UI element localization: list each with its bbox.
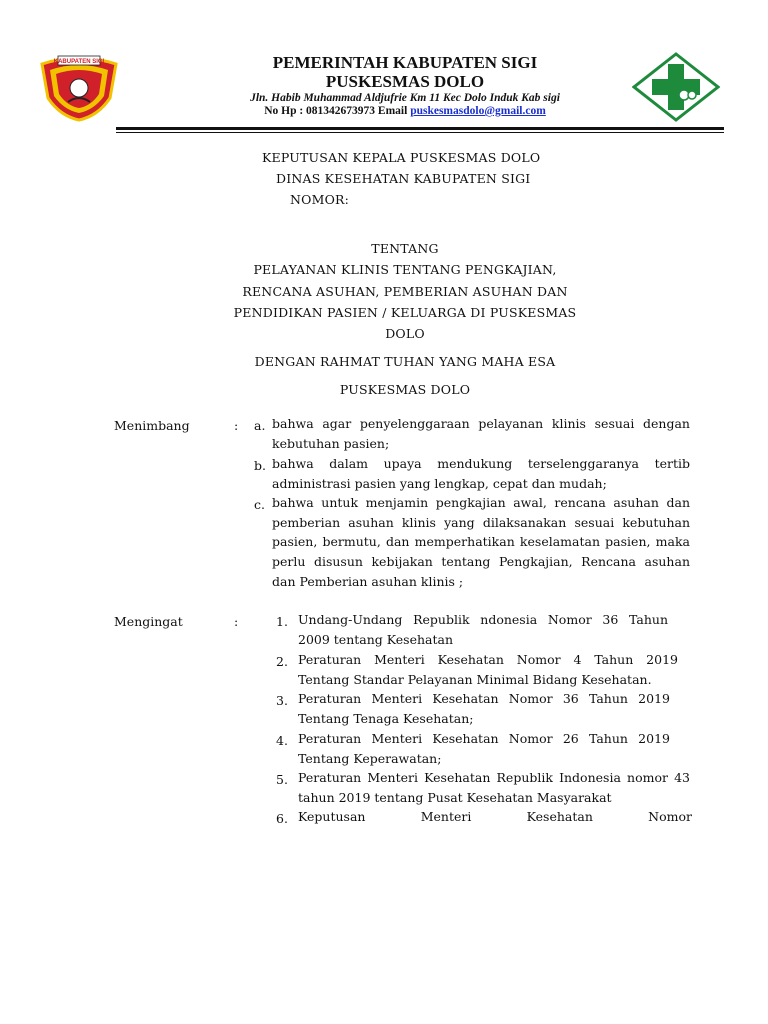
about-line-3: PENDIDIKAN PASIEN / KELUARGA DI PUSKESMAS <box>233 305 577 320</box>
menimbang-label: Menimbang <box>114 418 190 433</box>
menimbang-item: bahwa dalam upaya mendukung terselenggaranya tertib administrasi pasien yang lengkap, cepat dan mudah; <box>272 456 690 491</box>
menimbang-item: bahwa agar penyelenggaraan pelayanan klinis sesuai dengan kebutuhan pasien; <box>272 416 690 451</box>
letterhead-text <box>120 54 690 118</box>
phone: No Hp : 081342673973 Email <box>264 105 411 117</box>
mengingat-item: Peraturan Menteri Kesehatan Nomor 4 Tahun 2019 Tentang Standar Pelayanan Minimal Bidang Kesehatan. <box>298 652 678 687</box>
header-divider-thin <box>116 132 724 133</box>
decree-number: NOMOR: <box>290 192 350 207</box>
list-marker: a. <box>254 418 266 433</box>
issuer-line: PUSKESMAS DOLO <box>339 382 471 397</box>
list-marker: c. <box>254 497 265 512</box>
mengingat-item: Peraturan Menteri Kesehatan Nomor 36 Tahun 2019 Tentang Tenaga Kesehatan; <box>298 691 670 726</box>
about-line-1: PELAYANAN KLINIS TENTANG PENGKAJIAN, <box>253 262 557 277</box>
about-line-4: DOLO <box>385 326 425 341</box>
letterhead <box>0 0 768 140</box>
mengingat-item: Peraturan Menteri Kesehatan Nomor 26 Tahun 2019 Tentang Keperawatan; <box>298 731 670 766</box>
decree-title: KEPUTUSAN KEPALA PUSKESMAS DOLO <box>262 150 541 165</box>
list-marker: 2. <box>276 654 288 669</box>
institution-name: PUSKESMAS DOLO <box>325 72 485 91</box>
mengingat-label: Mengingat <box>114 614 183 629</box>
list-marker: 5. <box>276 772 288 787</box>
puskesmas-cross-logo-icon <box>632 52 720 122</box>
header-divider-thick <box>116 127 724 130</box>
list-marker: 3. <box>276 693 288 708</box>
mengingat-item: Keputusan Menteri Kesehatan Nomor <box>298 809 692 824</box>
about-line-2: RENCANA ASUHAN, PEMBERIAN ASUHAN DAN <box>242 284 568 299</box>
mengingat-item: Peraturan Menteri Kesehatan Republik Indonesia nomor 43 tahun 2019 tentang Pusat Kesehatan Masyarakat <box>298 770 690 805</box>
list-marker: 1. <box>276 614 288 629</box>
list-marker: 4. <box>276 733 288 748</box>
mengingat-colon: : <box>234 614 239 629</box>
menimbang-colon: : <box>234 418 239 433</box>
blessing-line: DENGAN RAHMAT TUHAN YANG MAHA ESA <box>254 354 556 369</box>
email-link[interactable]: puskesmasdolo@gmail.com <box>410 105 546 117</box>
address: Jln. Habib Muhammad Aldjufrie Km 11 Kec Dolo Induk Kab sigi <box>250 92 560 104</box>
about-heading: TENTANG <box>371 241 439 256</box>
government-name: PEMERINTAH KABUPATEN SIGI <box>272 53 538 72</box>
decree-department: DINAS KESEHATAN KABUPATEN SIGI <box>276 171 531 186</box>
list-marker: b. <box>254 458 266 473</box>
mengingat-item: Undang-Undang Republik ndonesia Nomor 36 Tahun 2009 tentang Kesehatan <box>298 612 668 647</box>
list-marker: 6. <box>276 811 288 826</box>
emblem-label: KABUPATEN SIGI <box>53 59 105 65</box>
contact-line <box>120 105 690 118</box>
menimbang-item: bahwa untuk menjamin pengkajian awal, rencana asuhan dan pemberian asuhan klinis yang dilaksanakan sesuai kebutuhan pasien, bermutu, dan memperhatikan keselamatan pasien, maka perlu disusun kebijakan tentang Pengkajian, Rencana asuhan dan Pemberian asuhan klinis ; <box>272 495 690 589</box>
kabupaten-sigi-emblem-icon <box>38 50 120 122</box>
